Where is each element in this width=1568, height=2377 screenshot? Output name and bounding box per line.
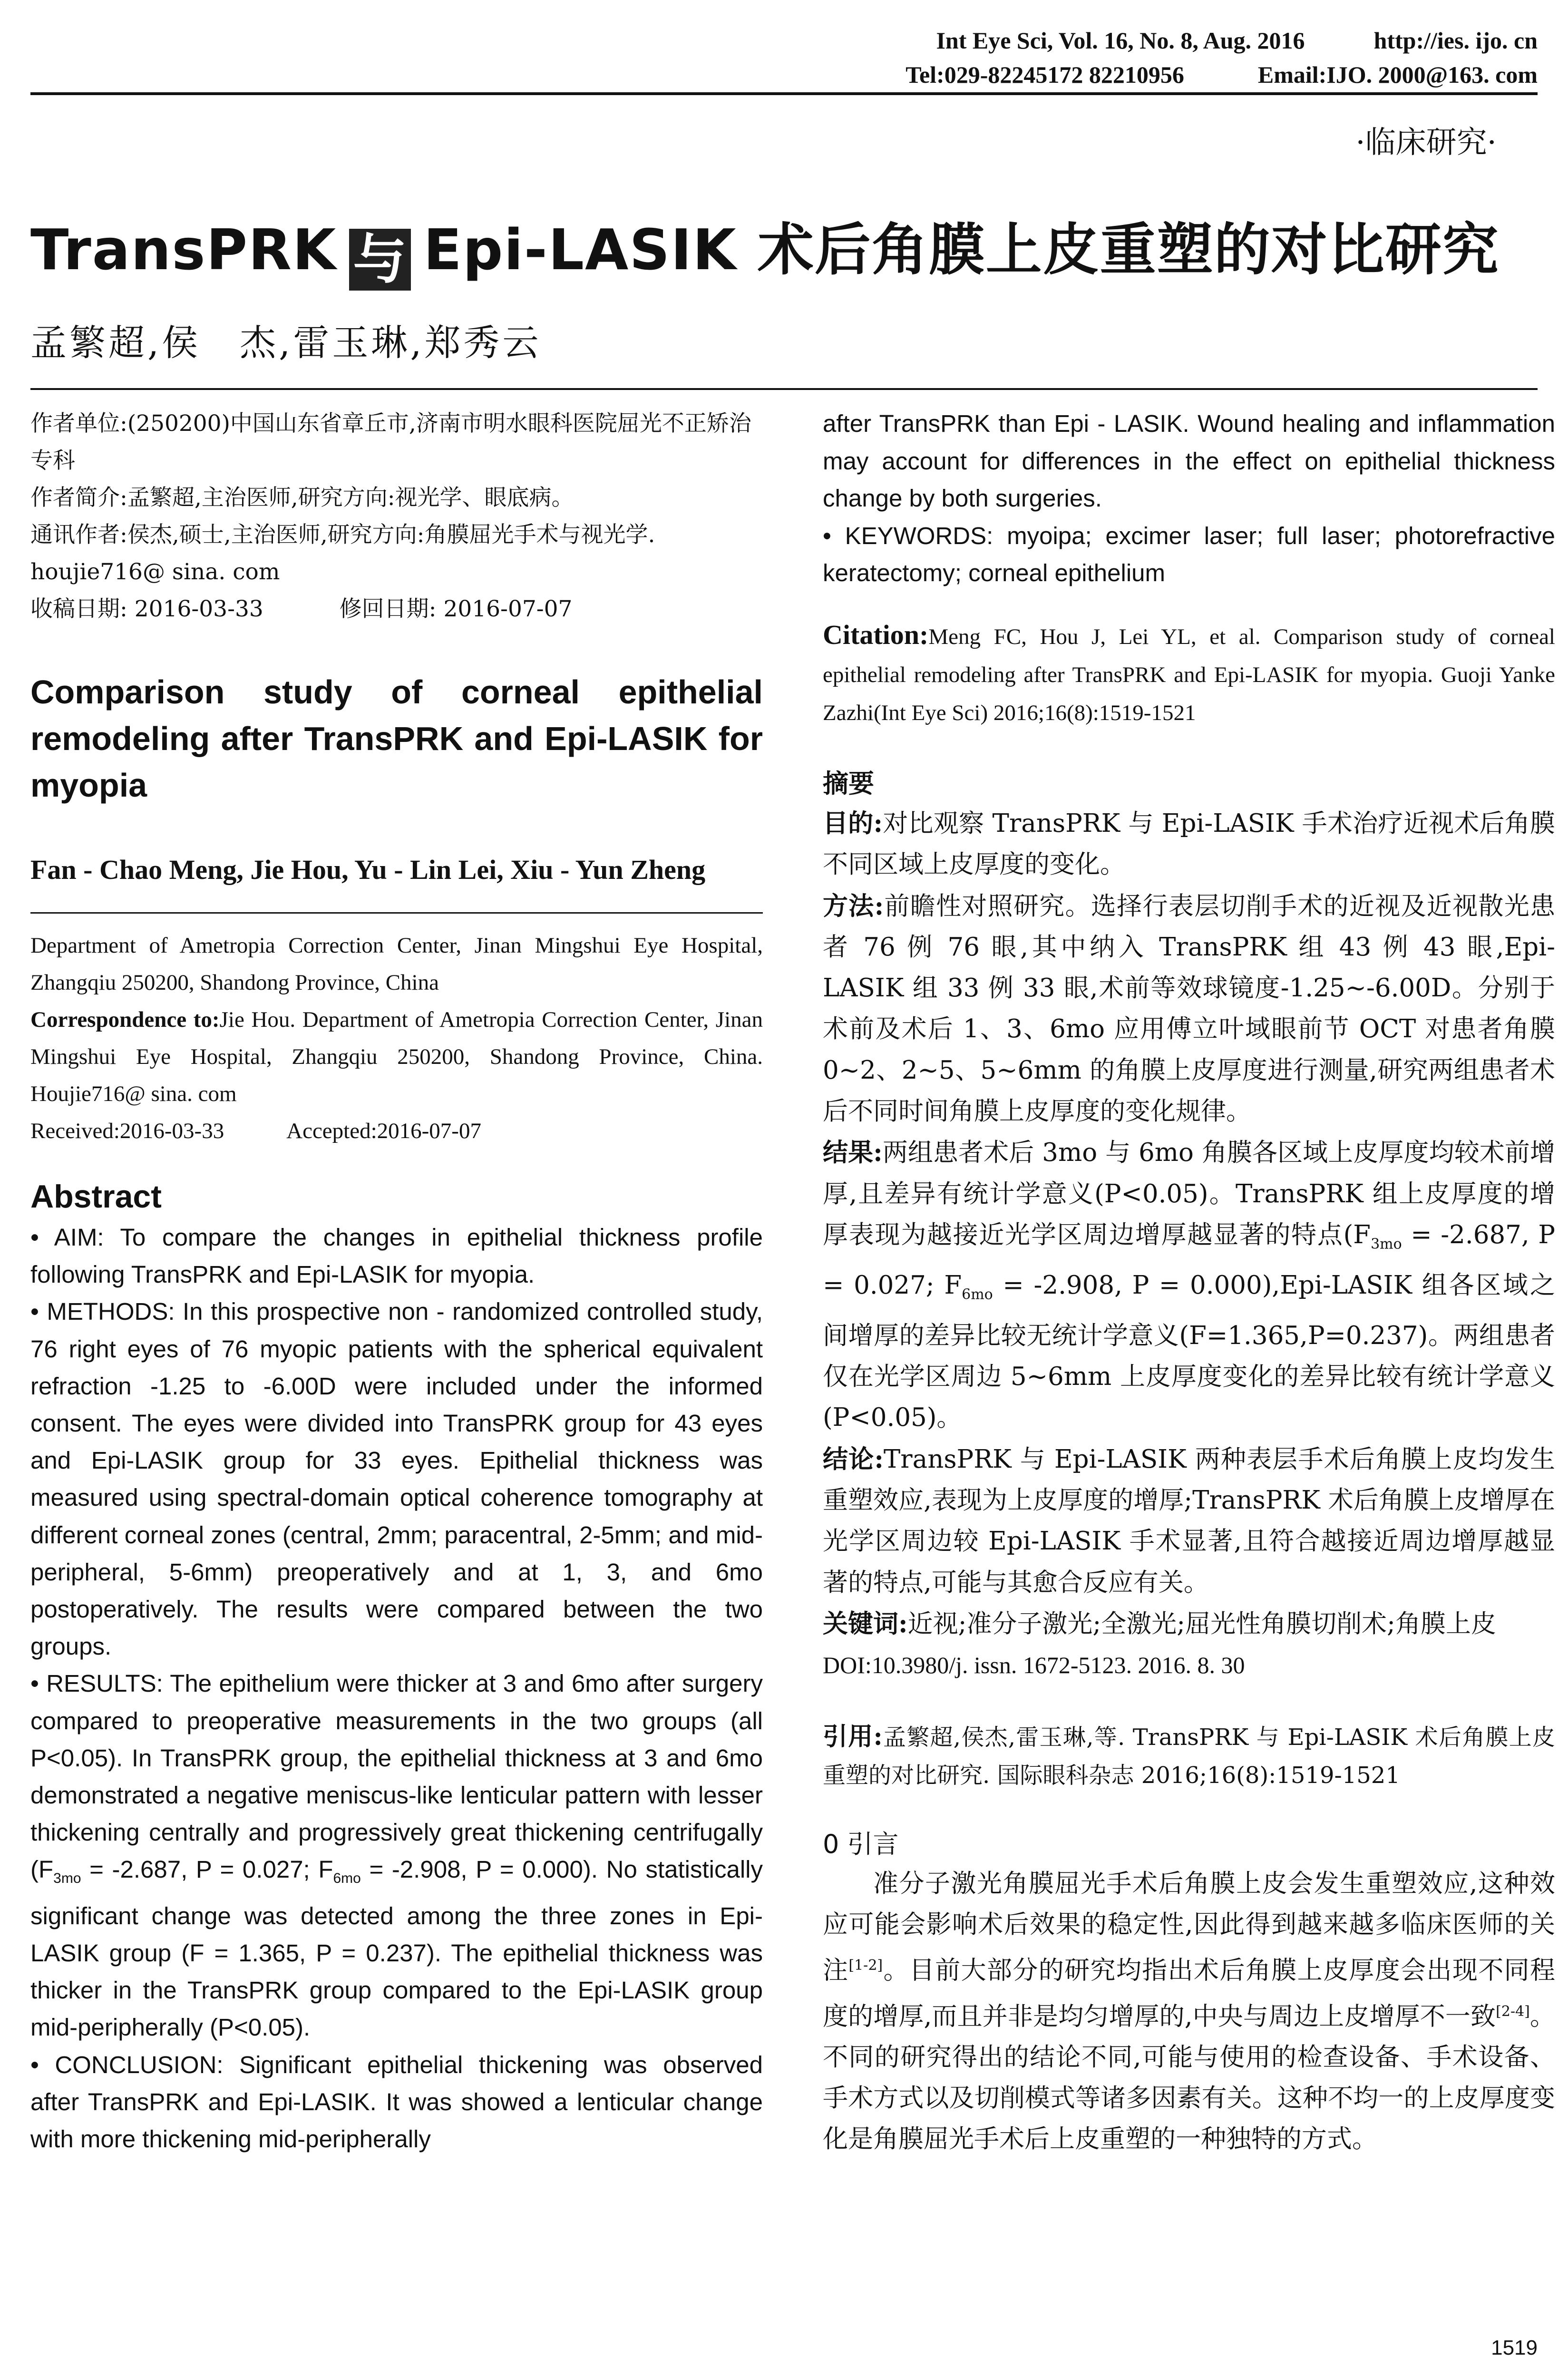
intro-text-a: 准分子激光角膜屈光手术后角膜上皮会发生重塑效应,这种效应可能会影响术后效果的稳定性,因此得到越来越多临床医师的关注: [823, 1869, 1555, 1985]
article-title-en: Comparison study of corneal epithelial remodeling after TransPRK and Epi-LASIK for myopia: [30, 673, 763, 804]
abstract-methods: • METHODS: In this prospective non - randomized controlled study, 76 right eyes of 76 myopic patients with the spherical equivalent refraction -1.25 to -6.00D were included under the informed consent. The eyes were divided into TransPRK group for 43 eyes and Epi-LASIK group for 33 eyes. Epithelial thickness was measured using spectral-domain optical coherence tomography at different corneal zones (central, 2mm; paracentral, 2-5mm; and mid-peripheral, 5-6mm) preoperatively and at 1, 3, and 6mo postoperatively. The results were compared between the two groups.: [30, 1298, 763, 1660]
aim-text-cn: 对比观察 TransPRK 与 Epi-LASIK 手术治疗近视术后角膜不同区域上皮厚度的变化。: [823, 809, 1555, 879]
author-metadata-en: [30, 927, 763, 1150]
subscript-6mo: 6mo: [333, 1870, 361, 1887]
abstract-keywords: • KEYWORDS: myoipa; excimer laser; full laser; photorefractive keratectomy; corneal epithelium: [823, 522, 1555, 587]
abstract-en-continued: [823, 405, 1555, 592]
abstract-results: [30, 1665, 763, 2046]
methods-text-cn: 前瞻性对照研究。选择行表层切削手术的近视及近视散光患者 76 例 76 眼,其中纳入 TransPRK 组 43 例 43 眼,Epi-LASIK 组 33 例 33 眼,术前等效球镜度-1.25~-6.00D。分别于术前及术后 1、3、6mo 应用傅立叶域眼前节 OCT 对患者角膜 0~2、2~5、5~6mm 的角膜上皮厚度进行测量,研究两组患者术后不同时间角膜上皮厚度的变化规律。: [823, 891, 1555, 1126]
citation-label: Citation:: [823, 619, 929, 650]
accepted-en: Accepted:2016-07-07: [286, 1119, 481, 1143]
author-bio-cn: 作者简介:孟繁超,主治医师,研究方向:视光学、眼底病。: [30, 485, 574, 511]
results-cn-a: 两组患者术后 3mo 与 6mo 角膜各区域上皮厚度均较术前增厚,且差异有统计学意义(P<0.05)。TransPRK 组上皮厚度的增厚表现为越接近光学区周边增厚越显著的特点(F: [823, 1138, 1555, 1249]
reference-2-4[interactable]: [2-4]: [1496, 2003, 1530, 2020]
results-cn-b: = -2.687, P = 0.027; F: [823, 1220, 1555, 1300]
correspondence-en: [30, 1001, 763, 1112]
journal-info-line: [936, 27, 1538, 54]
citation-cn-label: 引用:: [823, 1722, 883, 1752]
intro-text-c: 。不同的研究得出的结论不同,可能与使用的检查设备、手术设备、手术方式以及切削模式等诸多因素有关。这种不均一的上皮厚度变化是角膜屈光手术后上皮重塑的一种独特的方式。: [823, 2002, 1555, 2154]
journal-url[interactable]: http://ies. ijo. cn: [1373, 27, 1538, 54]
citation-text: Meng FC, Hou J, Lei YL, et al. Comparison study of corneal epithelial remodeling after TransPRK and Epi-LASIK for myopia. Guoji Yanke Zazhi(Int Eye Sci) 2016;16(8):1519-1521: [823, 624, 1555, 725]
subscript-3mo-cn: 3mo: [1371, 1236, 1402, 1253]
subscript-3mo: 3mo: [53, 1870, 81, 1887]
section-tag: ·临床研究·: [1355, 125, 1497, 160]
journal-email[interactable]: Email:IJO. 2000@163. com: [1257, 61, 1538, 88]
doi[interactable]: DOI:10.3980/j. issn. 1672-5123. 2016. 8. 30: [823, 1652, 1245, 1679]
authors-cn: 孟繁超,侯 杰,雷玉琳,郑秀云: [30, 321, 542, 364]
methods-label-cn: 方法:: [823, 891, 884, 921]
journal-tel: Tel:029-82245172 82210956: [906, 61, 1184, 88]
title-cn-part1: TransPRK: [30, 217, 337, 283]
received-cn: 收稿日期: 2016-03-33: [30, 596, 263, 622]
author-divider: [30, 912, 763, 914]
keywords-label-cn: 关键词:: [823, 1608, 908, 1638]
dates-en: [30, 1112, 763, 1150]
abstract-heading-cn: 摘要: [823, 768, 874, 799]
abstract-heading: Abstract: [30, 1179, 162, 1215]
results-text-a: • RESULTS: The epithelium were thicker at 3 and 6mo after surgery compared to preoperative measurements in the two groups (all P<0.05). In TransPRK group, the epithelial thickness at 3 and 6mo demonstrated a negative meniscus-like lenticular pattern with lesser thickening centrally and progressively great thickening centrifugally (F: [30, 1670, 763, 1883]
dates-cn: [30, 591, 763, 628]
received-en: Received:2016-03-33: [30, 1119, 224, 1143]
aim-label-cn: 目的:: [823, 808, 883, 838]
keywords-text-cn: 近视;准分子激光;全激光;屈光性角膜切削术;角膜上皮: [907, 1609, 1497, 1638]
journal-citation: Int Eye Sci, Vol. 16, No. 8, Aug. 2016: [936, 27, 1305, 54]
abstract-conclusion: • CONCLUSION: Significant epithelial thickening was observed after TransPRK and Epi-LASIK. It was showed a lenticular change with more thickening mid-peripherally: [30, 2051, 763, 2153]
journal-header: [30, 24, 1538, 95]
results-text-b: = -2.687, P = 0.027; F: [81, 1856, 333, 1883]
conclusion-label-cn: 结论:: [823, 1444, 884, 1474]
reference-1-2[interactable]: [1-2]: [848, 1957, 883, 1974]
abstract-cn-results: [823, 1132, 1555, 1438]
results-label-cn: 结果:: [823, 1138, 883, 1168]
correspondence-label: Correspondence to:: [30, 1007, 220, 1032]
correspondence-cn: 通讯作者:侯杰,硕士,主治医师,研究方向:角膜屈光手术与视光学. houjie716@ sina. com: [30, 522, 655, 585]
results-text-c: = -2.908, P = 0.000). No statistically significant change was detected among the three zones in Epi-LASIK group (F = 1.365, P = 0.237). The epithelial thickness was thicker in the TransPRK group compared to the Epi-LASIK group mid-peripherally (P<0.05).: [30, 1856, 763, 2041]
citation-en: [823, 616, 1555, 732]
title-cn-part2: Epi-LASIK 术后角膜上皮重塑的对比研究: [423, 217, 1500, 283]
citation-cn: [823, 1718, 1555, 1794]
authors-en: Fan - Chao Meng, Jie Hou, Yu - Lin Lei, Xiu - Yun Zheng: [30, 854, 706, 885]
affiliation-cn: 作者单位:(250200)中国山东省章丘市,济南市明水眼科医院屈光不正矫治专科: [30, 410, 751, 474]
conclusion-text-cn: TransPRK 与 Epi-LASIK 两种表层手术后角膜上皮均发生重塑效应,表现为上皮厚度的增厚;TransPRK 术后角膜上皮增厚在光学区周边较 Epi-LASIK 手术显著,且符合越接近周边增厚越显著的特点,可能与其愈合反应有关。: [823, 1444, 1555, 1597]
abstract-conclusion-cont: after TransPRK than Epi - LASIK. Wound healing and inflammation may account for differences in the effect on epithelial thickness change by both surgeries.: [823, 410, 1555, 512]
article-title-cn: [30, 205, 1500, 291]
intro-paragraph: [823, 1863, 1555, 2160]
intro-text-b: 。目前大部分的研究均指出术后角膜上皮厚度会出现不同程度的增厚,而且并非是均匀增厚的,中央与周边上皮增厚不一致: [823, 1956, 1556, 2031]
abstract-cn-methods: [823, 886, 1555, 1132]
subscript-6mo-cn: 6mo: [962, 1286, 993, 1303]
title-divider: [30, 388, 1538, 390]
department-en: Department of Ametropia Correction Center, Jinan Mingshui Eye Hospital, Zhangqiu 250200, Shandong Province, China: [30, 933, 763, 995]
journal-contact-line: [906, 61, 1538, 88]
abstract-cn-aim: [823, 803, 1555, 886]
correspondence-text: Jie Hou. Department of Ametropia Correction Center, Jinan Mingshui Eye Hospital, Zhangqiu 250200, Shandong Province, China. Houjie716@ sina. com: [30, 1007, 763, 1106]
title-cn-connector: 与: [349, 229, 411, 291]
abstract-cn-conclusion: [823, 1439, 1555, 1603]
left-column: [30, 405, 763, 2158]
citation-cn-text: 孟繁超,侯杰,雷玉琳,等. TransPRK 与 Epi-LASIK 术后角膜上皮重塑的对比研究. 国际眼科杂志 2016;16(8):1519-1521: [823, 1724, 1555, 1789]
author-metadata-cn: [30, 405, 763, 628]
results-cn-c: = -2.908, P = 0.000),Epi-LASIK 组各区域之间增厚的差异比较无统计学意义(F=1.365,P=0.237)。两组患者仅在光学区周边 5~6mm 上皮厚度变化的差异比较有统计学意义(P<0.05)。: [823, 1270, 1555, 1432]
intro-heading: 0 引言: [823, 1829, 899, 1860]
right-column: [823, 405, 1555, 2160]
revised-cn: 修回日期: 2016-07-07: [339, 596, 573, 622]
abstract-en: [30, 1219, 763, 2158]
abstract-cn: [823, 803, 1555, 1645]
page-number: 1519: [1491, 2336, 1538, 2359]
abstract-aim: • AIM: To compare the changes in epithelial thickness profile following TransPRK and Epi-LASIK for myopia.: [30, 1224, 763, 1288]
abstract-cn-keywords: [823, 1603, 1555, 1645]
